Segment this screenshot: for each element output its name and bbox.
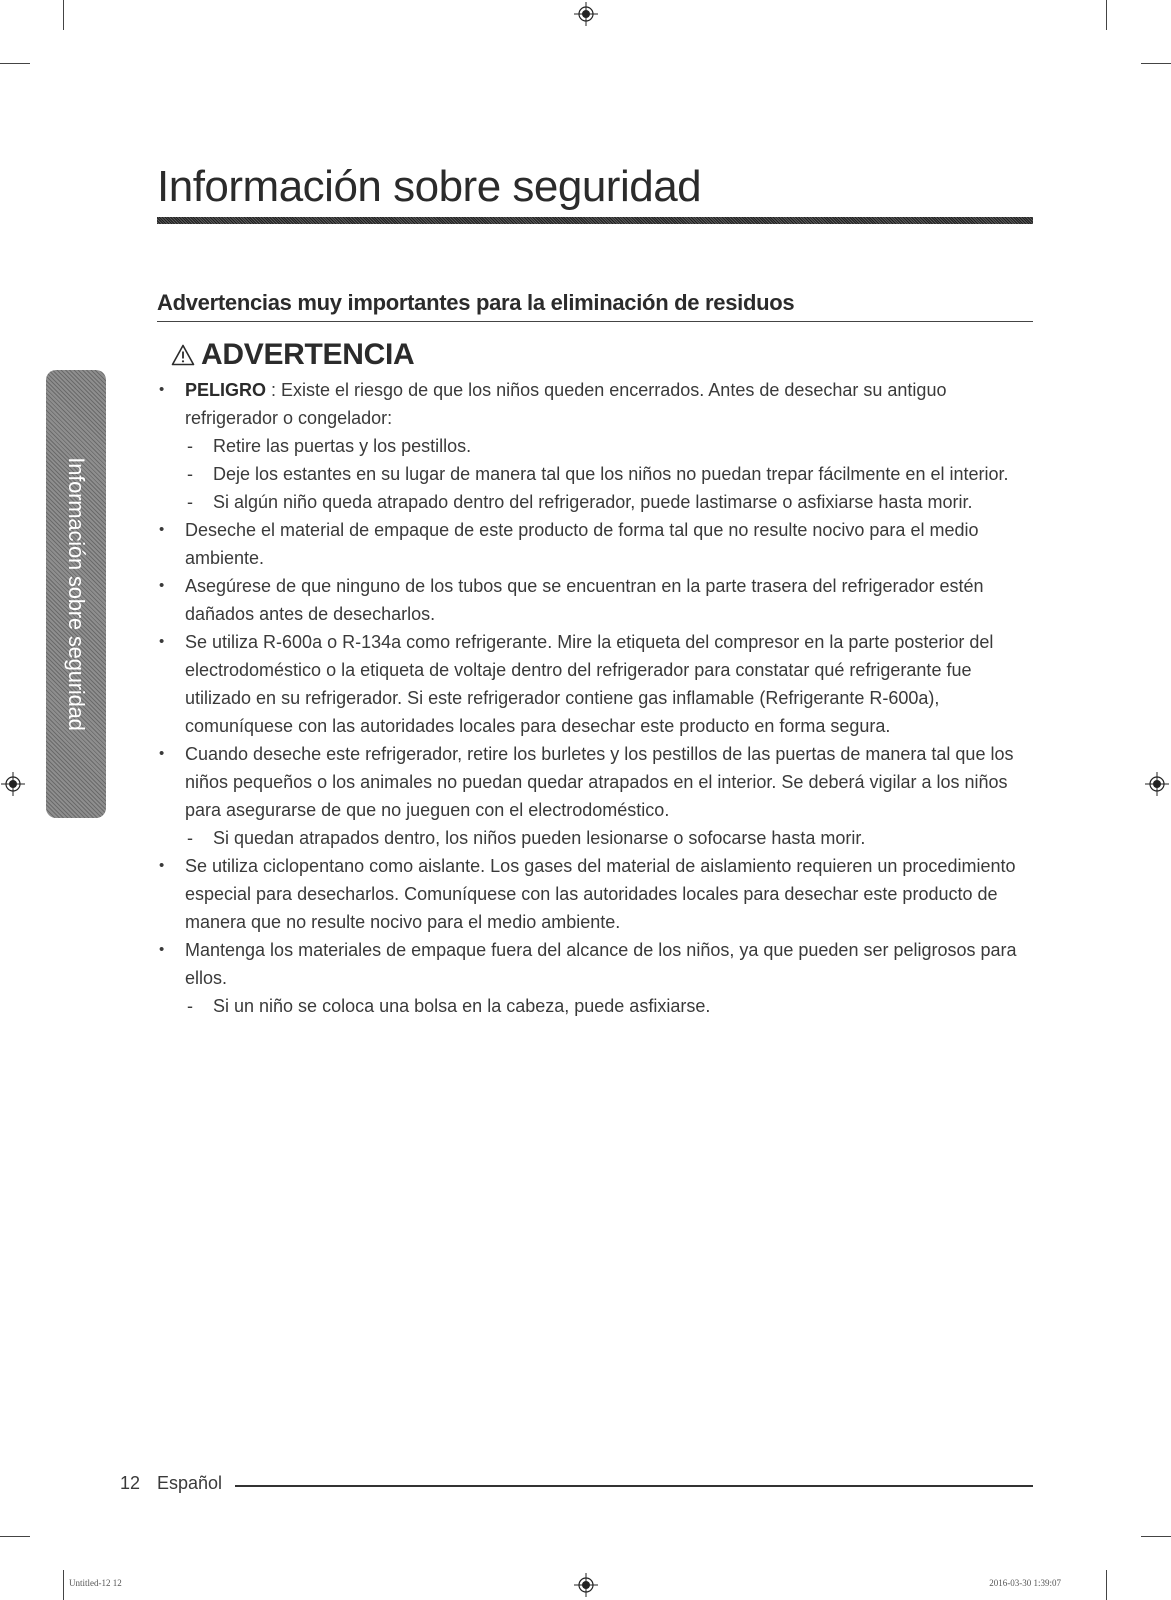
list-item-text: Se utiliza R-600a o R-134a como refrigerante. Mire la etiqueta del compresor en la parte posterior del electrodoméstico o la etiqueta de voltaje dentro del refrigerador para constatar qué refrigerante fue utilizado en su refrigerador. Si este refrigerador contiene gas inflamable (Refrigerante R-600a), comuníquese con las autoridades locales para desechar este producto en forma segura. <box>185 632 994 736</box>
registration-mark-icon <box>1145 772 1169 796</box>
side-section-tab <box>46 370 106 818</box>
warning-list <box>157 376 1037 1020</box>
crop-mark <box>1141 1536 1171 1537</box>
crop-mark <box>63 0 64 30</box>
list-item-text: Deje los estantes en su lugar de manera tal que los niños no puedan trepar fácilmente en el interior. <box>213 464 1009 484</box>
section-heading: Advertencias muy importantes para la eliminación de residuos <box>157 290 795 315</box>
print-timestamp: 2016-03-30 1:39:07 <box>989 1578 1061 1588</box>
side-tab-label: Información sobre seguridad <box>64 457 89 731</box>
crop-mark <box>1141 63 1171 64</box>
bullet-list-item <box>157 852 1037 936</box>
warning-label <box>171 338 414 372</box>
bullet-list-item <box>157 376 1037 432</box>
page-title: Información sobre seguridad <box>157 162 702 211</box>
title-underline-bar <box>157 217 1033 224</box>
list-item-text: Mantenga los materiales de empaque fuera del alcance de los niños, ya que pueden ser peligrosos para ellos. <box>185 940 1017 988</box>
crop-mark <box>1106 1570 1107 1600</box>
bullet-list-item <box>157 628 1037 740</box>
list-item-text: Cuando deseche este refrigerador, retire los burletes y los pestillos de las puertas de manera tal que los niños pequeños o los animales no puedan quedar atrapados en el interior. Se deberá vigilar a los niños para asegurarse de que no jueguen con el electrodoméstico. <box>185 744 1014 820</box>
sub-list-item <box>157 432 1037 460</box>
registration-mark-icon <box>574 1573 598 1597</box>
list-item-text: Asegúrese de que ninguno de los tubos que se encuentran en la parte trasera del refrigerador estén dañados antes de desecharlos. <box>185 576 984 624</box>
list-item-text: Se utiliza ciclopentano como aislante. Los gases del material de aislamiento requieren un procedimiento especial para desecharlos. Comuníquese con las autoridades locales para desechar este producto de manera que no resulte nocivo para el medio ambiente. <box>185 856 1016 932</box>
footer-rule <box>235 1485 1033 1487</box>
warning-triangle-icon <box>171 344 195 366</box>
registration-mark-icon <box>1 772 25 796</box>
list-item-text: : Existe el riesgo de que los niños queden encerrados. Antes de desechar su antiguo refrigerador o congelador: <box>185 380 947 428</box>
footer-language: Español <box>157 1473 223 1493</box>
registration-mark-icon <box>574 2 598 26</box>
crop-mark <box>1106 0 1107 30</box>
list-item-text: Si algún niño queda atrapado dentro del refrigerador, puede lastimarse o asfixiarse hasta morir. <box>213 492 973 512</box>
section-divider <box>157 321 1033 322</box>
sub-list-item <box>157 488 1037 516</box>
bullet-list-item <box>157 936 1037 992</box>
list-item-text: Si quedan atrapados dentro, los niños pueden lesionarse o sofocarse hasta morir. <box>213 828 866 848</box>
list-item-text: Si un niño se coloca una bolsa en la cabeza, puede asfixiarse. <box>213 996 711 1016</box>
danger-lead-word: PELIGRO <box>185 380 267 400</box>
list-item-text: Deseche el material de empaque de este producto de forma tal que no resulte nocivo para el medio ambiente. <box>185 520 979 568</box>
sub-list-item <box>157 992 1037 1020</box>
sub-list-item <box>157 824 1037 852</box>
page-number: 12 <box>120 1473 141 1493</box>
crop-mark <box>0 63 30 64</box>
sub-list-item <box>157 460 1037 488</box>
bullet-list-item <box>157 516 1037 572</box>
warning-text: ADVERTENCIA <box>201 338 415 371</box>
crop-mark <box>63 1570 64 1600</box>
print-file-info: Untitled-12 12 <box>69 1578 122 1588</box>
crop-mark <box>0 1536 30 1537</box>
bullet-list-item <box>157 572 1037 628</box>
list-item-text: Retire las puertas y los pestillos. <box>213 436 472 456</box>
bullet-list-item <box>157 740 1037 824</box>
